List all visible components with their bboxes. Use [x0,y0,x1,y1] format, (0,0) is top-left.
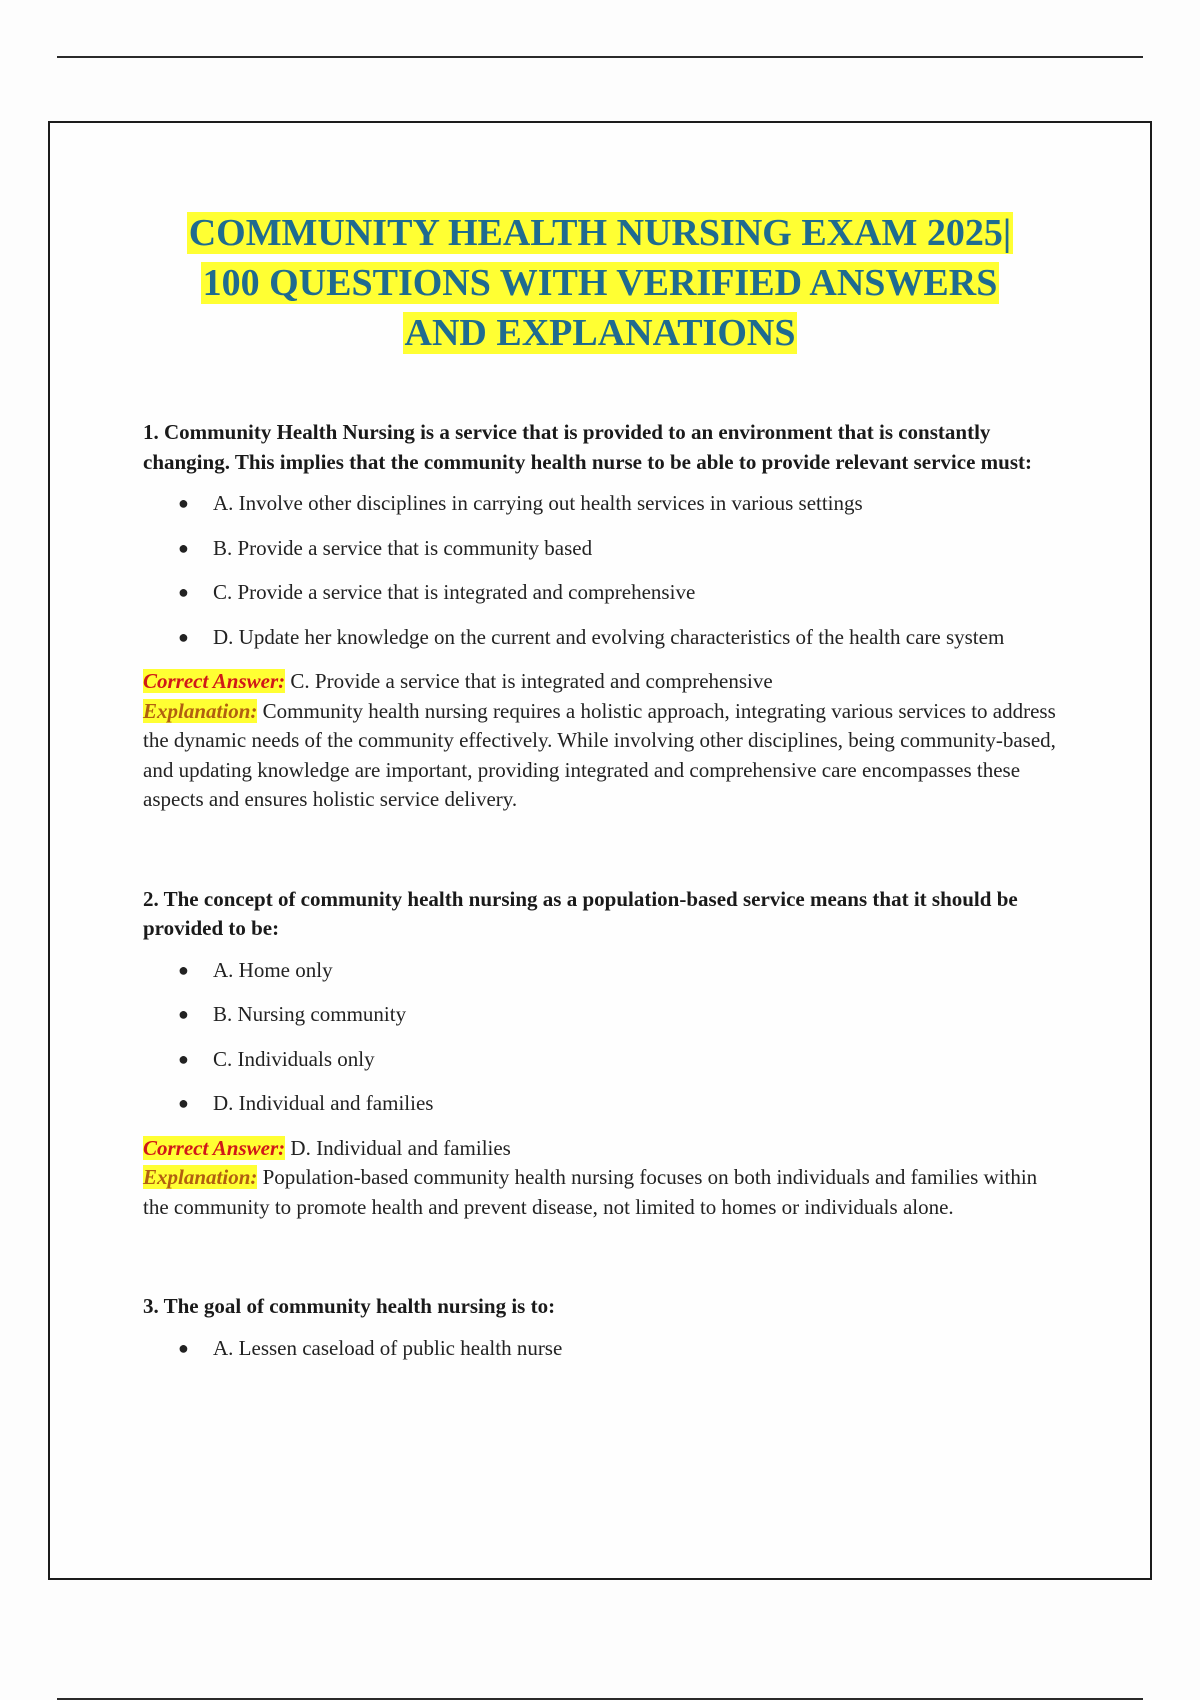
option-list [143,956,1068,1119]
option-list [143,1334,1068,1364]
correct-answer-label: Correct Answer: [143,1135,286,1160]
title-line-3: AND EXPLANATIONS [404,312,796,354]
explanation-label: Explanation: [143,698,258,723]
bullet-icon: ● [178,537,189,558]
option-text: D. Individual and families [213,1091,434,1115]
bullet-icon: ● [178,1337,189,1358]
option-item [143,1089,1068,1119]
option-text: B. Nursing community [213,1002,407,1026]
question-text: 3. The goal of community health nursing is to: [143,1294,556,1318]
correct-answer-label: Correct Answer: [143,669,286,693]
option-item [143,623,1068,653]
correct-answer-value: C. Provide a service that is integrated and comprehensive [290,669,773,693]
option-item [143,489,1068,519]
option-item [143,1045,1068,1075]
explanation-text: Community health nursing requires a holistic approach, integrating various services to address the dynamic needs of the community effectively. While involving other disciplines, being community-based, and updating knowledge are important, providing integrated and comprehensive care encompasses these aspects and ensures holistic service delivery. [143,698,1056,811]
bullet-icon: ● [178,626,189,647]
questions-container [143,418,1068,1433]
header-rule [57,56,1143,58]
option-item [143,1000,1068,1030]
bullet-icon: ● [178,1093,189,1113]
title-line-2: 100 QUESTIONS WITH VERIFIED ANSWERS [202,262,998,304]
option-text: A. Lessen caseload of public health nurse [213,1335,563,1360]
bullet-icon: ● [178,1048,189,1069]
option-item [143,534,1068,564]
option-text: A. Involve other disciplines in carrying out health services in various settings [213,491,863,515]
question-block-1 [143,418,1068,815]
option-item [143,956,1068,986]
option-text: A. Home only [213,957,333,982]
option-item [143,1334,1068,1364]
correct-answer-value: D. Individual and families [290,1135,511,1160]
title-line-1: COMMUNITY HEALTH NURSING EXAM 2025| [188,212,1012,254]
question-block-2 [143,885,1068,1223]
bullet-icon: ● [178,582,189,602]
option-text: D. Update her knowledge on the current and evolving characteristics of the health care system [213,624,1005,649]
option-list [143,489,1068,652]
bullet-icon: ● [178,1004,189,1024]
document-title [0,208,1200,358]
option-text: C. Provide a service that is integrated and comprehensive [213,580,696,604]
question-text: 1. Community Health Nursing is a service that is provided to an environment that is constantly changing. This implies that the community health nurse to be able to provide relevant service must: [143,420,1032,474]
bullet-icon: ● [178,959,189,980]
bullet-icon: ● [178,493,189,513]
answer-block [143,667,1068,815]
explanation-text: Population-based community health nursing focuses on both individuals and families within the community to promote health and prevent disease, not limited to homes or individuals alone. [143,1165,1038,1219]
question-block-3 [143,1292,1068,1363]
option-text: C. Individuals only [213,1046,375,1071]
option-item [143,578,1068,608]
explanation-label: Explanation: [143,1165,258,1189]
option-text: B. Provide a service that is community based [213,535,593,560]
question-text: 2. The concept of community health nursing as a population-based service means that it should be provided to be: [143,886,1018,940]
answer-block [143,1134,1068,1223]
